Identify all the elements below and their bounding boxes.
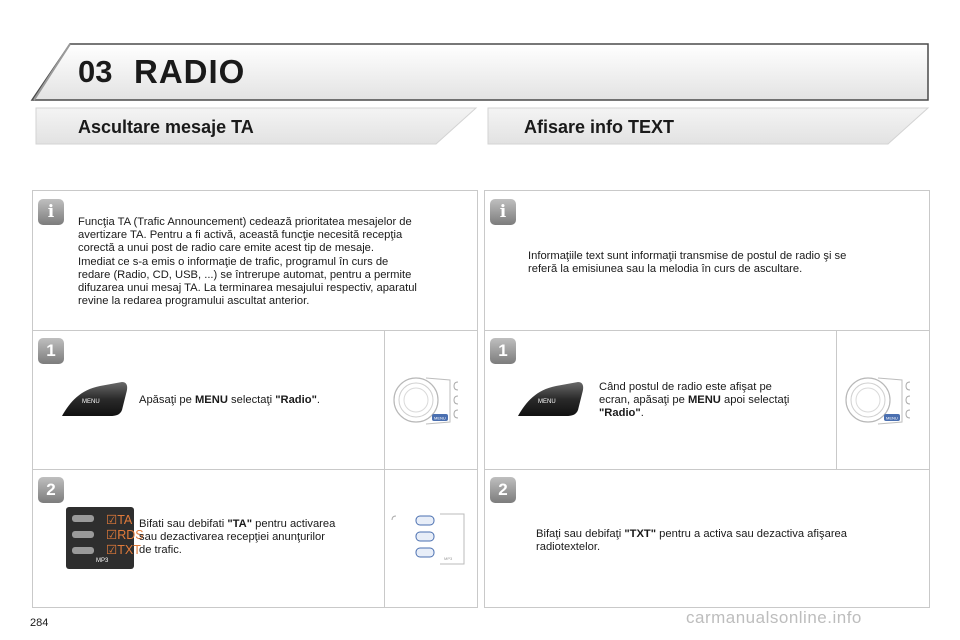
svg-text:MP3: MP3 (444, 556, 453, 561)
info-icon: i (38, 199, 64, 225)
divider (384, 330, 385, 608)
chapter-number: 03 (78, 54, 113, 89)
step-2-badge: 2 (490, 477, 516, 503)
divider (484, 469, 930, 470)
right-section-title: Afisare info TEXT (524, 117, 675, 137)
left-section-title: Ascultare mesaje TA (78, 117, 254, 137)
divider (836, 330, 837, 469)
right-info-text: Informaţiile text sunt informaţii transmise de postul de radio şi se referă la emisiunea sau la melodia în curs de ascultare. (528, 250, 847, 276)
left-step-1-text: Apăsaţi pe MENU selectaţi "Radio". (139, 394, 320, 406)
svg-text:MENU: MENU (538, 399, 556, 405)
ta-settings-screen (66, 507, 144, 569)
divider (484, 330, 930, 331)
menu-button-icon (60, 380, 130, 418)
left-info-text: Funcţia TA (Trafic Announcement) cedează prioritatea mesajelor de avertizare TA. Pentru a fi activă, această funcţie necesită recepţia corectă a unui post de radio care emite acest tip de mesaje. Imediat ce s-a emis o informaţie de trafic, programul în curs de redare (Radio, CD, USB, ...) se întrerupe automat, pentru a permite difuzarea unui mesaj TA. La terminarea mesajului respectiv, aparatul revine la redarea programului ascultat anterior. (78, 216, 417, 308)
left-step-2-text: Bifati sau debifati "TA" pentru activarea sau dezactivarea recepţiei anunţurilor de trafic. (139, 518, 336, 557)
control-panel-icon (392, 368, 472, 430)
svg-text:MENU: MENU (82, 399, 100, 405)
chapter-title: RADIO (134, 53, 246, 90)
button-strip-icon (390, 510, 470, 570)
menu-button-icon (516, 380, 586, 418)
mp3-label: MP3 (96, 558, 109, 564)
watermark: carmanualsonline.info (686, 608, 862, 627)
rds-checkbox-item: ☑RDS (106, 528, 144, 542)
right-step-2-text: Bifaţi sau debifaţi "TXT" pentru a activa sau dezactiva afişarea radiotextelor. (536, 528, 847, 554)
right-step-1-text: Când postul de radio este afişat pe ecran, apăsaţi pe MENU apoi selectaţi "Radio". (599, 381, 790, 420)
txt-checkbox-item: ☑TXT (106, 543, 141, 557)
page-number: 284 (30, 617, 49, 629)
control-panel-icon (844, 368, 924, 430)
divider (32, 330, 478, 331)
step-1-badge: 1 (38, 338, 64, 364)
step-2-badge: 2 (38, 477, 64, 503)
ta-checkbox-item: ☑TA (106, 513, 133, 527)
svg-text:MENU: MENU (886, 415, 898, 421)
divider (32, 469, 478, 470)
info-icon: i (490, 199, 516, 225)
step-1-badge: 1 (490, 338, 516, 364)
svg-text:MENU: MENU (434, 415, 446, 421)
